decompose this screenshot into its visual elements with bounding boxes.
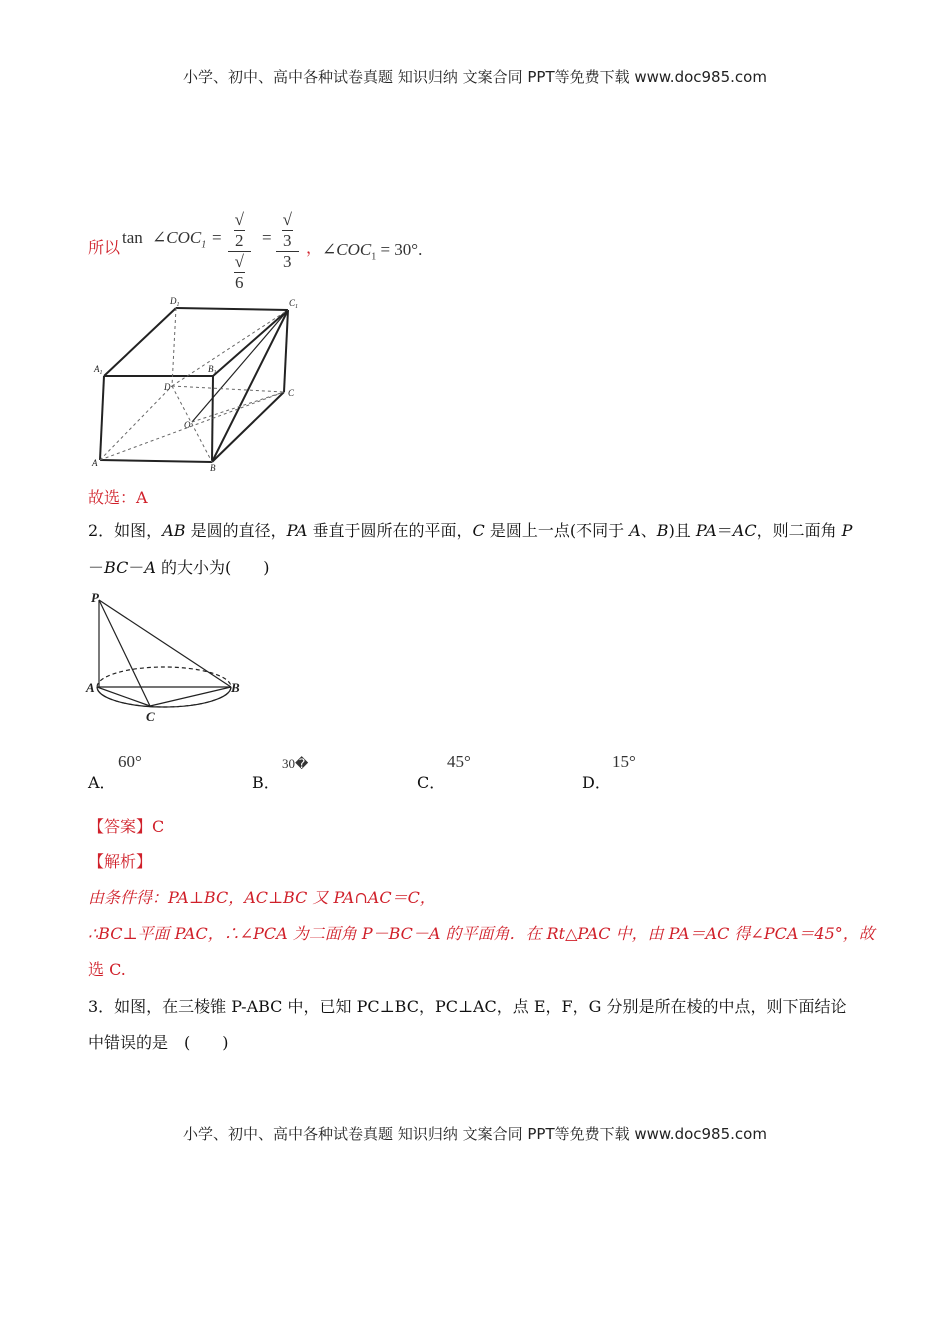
cone-label-b: B xyxy=(231,680,240,695)
q2-text: 的大小为( ) xyxy=(155,558,270,577)
option-d-value[interactable]: 15° xyxy=(612,752,636,771)
edge-dc1 xyxy=(172,310,288,386)
edge-d1d xyxy=(172,308,176,386)
edge-a1a xyxy=(100,376,104,460)
q2-math: C xyxy=(472,521,485,540)
label-b1: $B_1$ xyxy=(208,364,217,376)
result-angle: ∠COC xyxy=(322,240,372,259)
angle-name: ∠COC xyxy=(152,228,202,247)
q2-analysis-line2: ∴BC⊥平面 PAC，∴∠PCA 为二面角 P－BC－A 的平面角．在 Rt△PAC 中，由 PA＝AC 得∠PCA＝45°，故 xyxy=(88,924,875,943)
q2-text: 2．如图， xyxy=(88,521,163,540)
option-c-value[interactable]: 45° xyxy=(447,752,471,771)
label-a1: $A_1$ xyxy=(94,364,103,376)
option-a-letter[interactable]: A． xyxy=(88,773,116,792)
label-o: O xyxy=(184,420,191,430)
cone-figure xyxy=(84,588,244,724)
option-a-value[interactable]: 60° xyxy=(118,752,142,771)
label-a: A xyxy=(92,458,98,468)
edge-ab xyxy=(100,460,212,462)
q2-text: － xyxy=(128,558,145,577)
edge-d1c1 xyxy=(176,308,288,310)
cone-label-c: C xyxy=(146,709,155,724)
frac1-denominator: 6 xyxy=(235,273,244,292)
edge-b1b xyxy=(212,376,213,462)
page-header: 小学、初中、高中各种试卷真题 知识归纳 文案合同 PPT等免费下载 www.doc985.com xyxy=(183,68,767,86)
cone-label-a: A xyxy=(86,680,95,695)
edge-ad xyxy=(100,386,172,460)
edge-oc xyxy=(192,392,284,422)
diag-db xyxy=(172,386,212,462)
frac2-numerator: 3 xyxy=(283,231,292,250)
option-d-letter[interactable]: D． xyxy=(582,773,611,792)
edge-dc xyxy=(172,386,284,392)
edge-pb xyxy=(99,600,231,687)
result-period: . xyxy=(418,240,423,259)
option-b-letter[interactable]: B． xyxy=(252,773,280,792)
q3-line1: 3．如图，在三棱锥 P-ABC 中，已知 PC⊥BC，PC⊥AC，点 E，F，G 分别是所在棱的中点，则下面结论 xyxy=(88,997,847,1016)
q2-text: 是圆的直径， xyxy=(185,521,287,540)
label-c: C xyxy=(288,388,295,398)
q2-math: P xyxy=(841,521,853,540)
result-subscript: 1 xyxy=(371,251,377,263)
q2-text: 垂直于圆所在的平面， xyxy=(307,521,473,540)
q3-line2: 中错误的是 ( ) xyxy=(88,1033,229,1052)
edge-bc xyxy=(212,392,284,462)
result-value: = 30° xyxy=(376,240,419,259)
angle-subscript: 1 xyxy=(201,239,207,251)
q2-analysis-title: 【解析】 xyxy=(88,852,153,871)
tan-label: tan xyxy=(122,228,143,247)
equals-1: = xyxy=(212,228,222,247)
frac2-denominator: 3 xyxy=(283,252,292,271)
q2-math: AC xyxy=(732,521,757,540)
label-c1: $C_1$ xyxy=(289,298,299,310)
q2-math: BC xyxy=(104,558,129,577)
q2-text: 是圆上一点(不同于 xyxy=(484,521,630,540)
frac1-numerator: 2 xyxy=(235,231,244,250)
fraction-sqrt3-3: √ 3 3 xyxy=(274,210,301,272)
option-b-value[interactable]: 30� xyxy=(282,756,309,771)
edge-c1c xyxy=(284,310,288,392)
page-footer: 小学、初中、高中各种试卷真题 知识归纳 文案合同 PPT等免费下载 www.doc985.com xyxy=(183,1125,767,1143)
equals-2: = xyxy=(262,228,272,247)
q2-math: A xyxy=(144,558,156,577)
fraction-sqrt2-sqrt6: √ 2 √ 6 xyxy=(226,210,253,293)
cone-label-p: P xyxy=(91,590,99,605)
q2-math: PA xyxy=(695,521,717,540)
q2-math: A xyxy=(629,521,641,540)
q2-text: 、 xyxy=(640,521,657,540)
label-b: B xyxy=(210,463,216,472)
diag-ac xyxy=(100,392,284,460)
q2-analysis-line3: 选 C. xyxy=(88,960,126,979)
q2-line2 xyxy=(88,556,269,580)
q2-answer: 【答案】C xyxy=(88,817,165,836)
label-d: D xyxy=(164,382,171,392)
formula-comma: ， xyxy=(306,238,323,257)
edge-a1d1 xyxy=(104,308,176,376)
circle-front xyxy=(97,687,231,707)
edge-cb xyxy=(150,687,231,706)
q2-analysis-line1: 由条件得：PA⊥BC，AC⊥BC 又 PA∩AC＝C， xyxy=(88,888,436,907)
angle-coc1 xyxy=(152,228,206,250)
q2-text: )且 xyxy=(668,521,696,540)
edge-b1c1 xyxy=(213,310,288,376)
q2-text: － xyxy=(88,558,105,577)
formula-prefix: 所以 xyxy=(88,238,121,257)
q2-math: PA xyxy=(286,521,308,540)
q2-math: AB xyxy=(162,521,186,540)
label-d1: $D_1$ xyxy=(170,296,180,308)
result-expression xyxy=(322,240,422,262)
cuboid-figure xyxy=(88,294,308,472)
q2-text: ＝ xyxy=(716,521,733,540)
q1-answer: 故选：A xyxy=(88,488,148,507)
option-c-letter[interactable]: C． xyxy=(417,773,446,792)
q2-text: ，则二面角 xyxy=(756,521,842,540)
q2-math: B xyxy=(656,521,669,540)
q2-line1 xyxy=(88,519,868,543)
